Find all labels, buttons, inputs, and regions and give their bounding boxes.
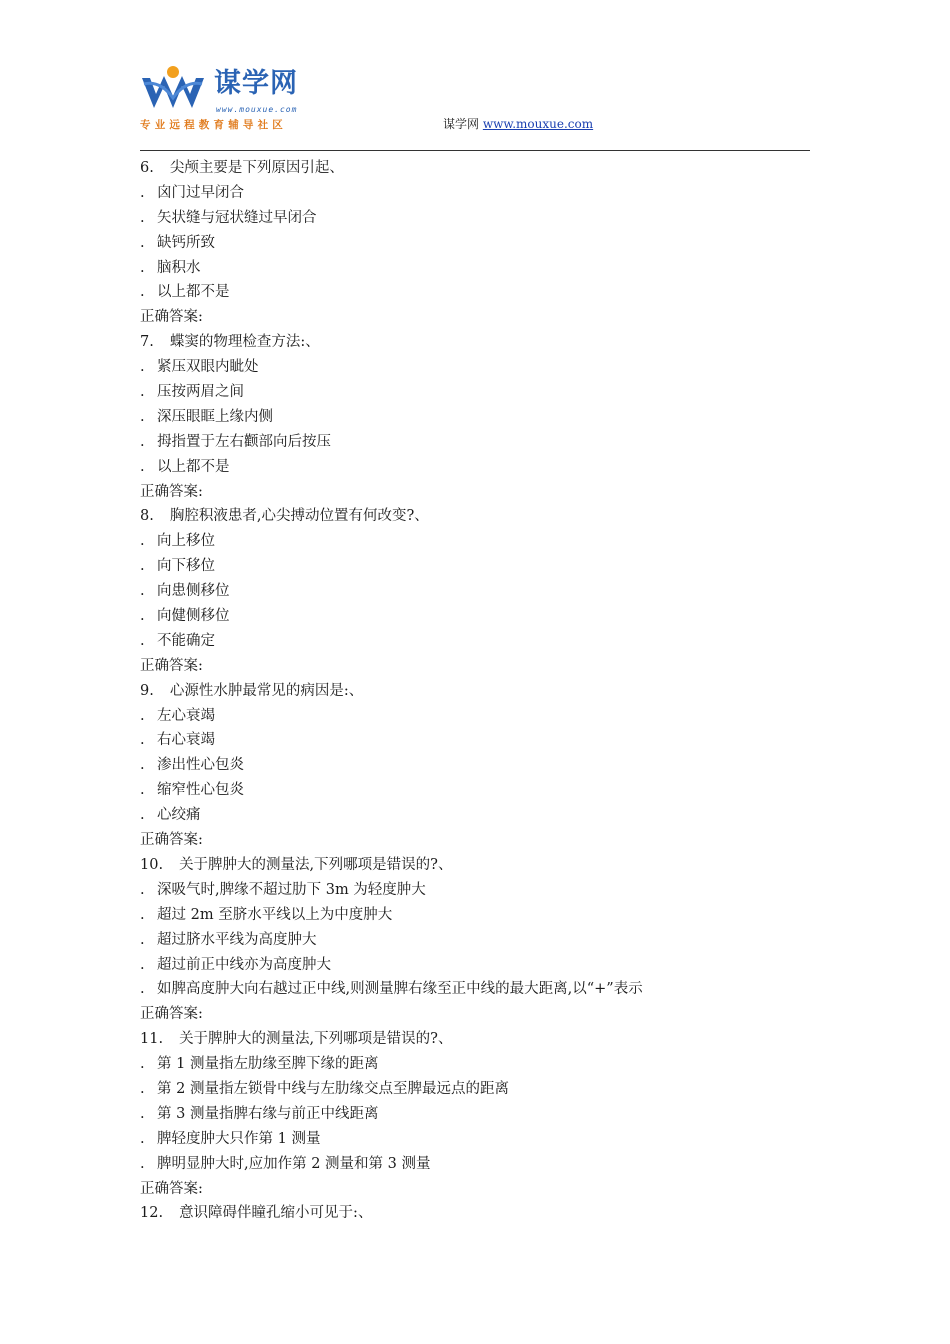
question-number: 8. (140, 508, 154, 525)
option-text: 超过前正中线亦为高度肿大 (157, 956, 331, 973)
question-text: 胸腔积液患者,心尖搏动位置有何改变?、 (169, 508, 429, 525)
site-logo[interactable] (140, 64, 330, 136)
answer-option[interactable] (140, 878, 820, 903)
option-bullet: . (140, 956, 145, 973)
option-bullet: . (140, 732, 145, 749)
option-text: 左心衰竭 (157, 707, 215, 724)
question-number: 12. (140, 1205, 164, 1222)
answer-option[interactable] (140, 704, 820, 729)
answer-option[interactable] (140, 928, 820, 953)
option-text: 紧压双眼内眦处 (157, 359, 259, 376)
option-text: 缺钙所致 (157, 234, 215, 251)
option-text: 第 3 测量指脾右缘与前正中线距离 (157, 1105, 379, 1122)
option-text: 不能确定 (157, 632, 215, 649)
option-bullet: . (140, 408, 145, 425)
option-bullet: . (140, 931, 145, 948)
option-text: 脾轻度肿大只作第 1 测量 (157, 1130, 321, 1147)
answer-option[interactable] (140, 529, 820, 554)
question-title (140, 156, 820, 181)
option-text: 深吸气时,脾缘不超过肋下 3m 为轻度肿大 (157, 881, 426, 898)
question-title (140, 1201, 820, 1226)
answer-option[interactable] (140, 380, 820, 405)
answer-option[interactable] (140, 206, 820, 231)
option-bullet: . (140, 359, 145, 376)
option-bullet: . (140, 1130, 145, 1147)
option-bullet: . (140, 707, 145, 724)
question-title (140, 853, 820, 878)
option-bullet: . (140, 1080, 145, 1097)
answer-option[interactable] (140, 430, 820, 455)
site-name: 谋学网 (443, 117, 480, 131)
question-title (140, 504, 820, 529)
option-text: 如脾高度肿大向右越过正中线,则测量脾右缘至正中线的最大距离,以“+”表示 (157, 981, 643, 998)
site-link[interactable]: www.mouxue.com (482, 117, 594, 131)
option-bullet: . (140, 259, 145, 276)
option-text: 向患侧移位 (157, 583, 230, 600)
option-text: 矢状缝与冠状缝过早闭合 (157, 209, 317, 226)
question-list (140, 156, 820, 1226)
answer-option[interactable] (140, 455, 820, 480)
option-text: 向下移位 (157, 558, 215, 575)
question-text: 关于脾肿大的测量法,下列哪项是错误的?、 (179, 1031, 453, 1048)
option-text: 渗出性心包炎 (157, 757, 244, 774)
answer-option[interactable] (140, 753, 820, 778)
option-bullet: . (140, 1056, 145, 1073)
question-title (140, 1027, 820, 1052)
option-text: 右心衰竭 (157, 732, 215, 749)
option-text: 深压眼眶上缘内侧 (157, 408, 273, 425)
question-number: 11. (140, 1031, 164, 1048)
question-number: 10. (140, 856, 164, 873)
question-title (140, 330, 820, 355)
answer-option[interactable] (140, 256, 820, 281)
option-bullet: . (140, 807, 145, 824)
book-logo-icon (140, 64, 212, 116)
logo-url: www.mouxue.com (216, 105, 298, 114)
answer-option[interactable] (140, 1077, 820, 1102)
option-bullet: . (140, 384, 145, 401)
logo-tagline: 专业远程教育辅导社区 (140, 119, 287, 131)
option-text: 以上都不是 (157, 284, 230, 301)
option-text: 心绞痛 (157, 807, 201, 824)
option-text: 超过 2m 至脐水平线以上为中度肿大 (157, 906, 393, 923)
answer-option[interactable] (140, 1102, 820, 1127)
option-bullet: . (140, 433, 145, 450)
question-text: 心源性水肿最常见的病因是:、 (169, 682, 364, 699)
option-bullet: . (140, 558, 145, 575)
option-text: 缩窄性心包炎 (157, 782, 244, 799)
answer-option[interactable] (140, 803, 820, 828)
option-bullet: . (140, 881, 145, 898)
answer-option[interactable] (140, 903, 820, 928)
option-text: 脾明显肿大时,应加作第 2 测量和第 3 测量 (157, 1155, 431, 1172)
option-text: 囟门过早闭合 (157, 184, 244, 201)
answer-option[interactable] (140, 728, 820, 753)
answer-option[interactable] (140, 977, 820, 1002)
option-bullet: . (140, 209, 145, 226)
option-text: 以上都不是 (157, 458, 230, 475)
answer-option[interactable] (140, 953, 820, 978)
answer-option[interactable] (140, 579, 820, 604)
correct-answer-label: 正确答案: (140, 1180, 203, 1197)
logo-text: 谋学网 (214, 68, 298, 99)
question-number: 9. (140, 682, 154, 699)
option-text: 向上移位 (157, 533, 215, 550)
question-text: 尖颅主要是下列原因引起、 (169, 160, 344, 176)
correct-answer-label: 正确答案: (140, 832, 203, 849)
question-text: 蝶窦的物理检查方法:、 (169, 334, 320, 351)
answer-option[interactable] (140, 1127, 820, 1152)
page-header (140, 60, 810, 152)
option-bullet: . (140, 184, 145, 201)
option-bullet: . (140, 1105, 145, 1122)
option-text: 压按两眉之间 (157, 384, 244, 401)
question-title (140, 679, 820, 704)
correct-answer-label: 正确答案: (140, 483, 203, 500)
option-bullet: . (140, 234, 145, 251)
option-bullet: . (140, 284, 145, 301)
answer-option[interactable] (140, 629, 820, 654)
question-number: 7. (140, 334, 154, 351)
answer-option[interactable] (140, 231, 820, 256)
answer-option[interactable] (140, 604, 820, 629)
answer-option[interactable] (140, 1152, 820, 1177)
option-bullet: . (140, 583, 145, 600)
question-text: 关于脾肿大的测量法,下列哪项是错误的?、 (179, 856, 453, 873)
option-bullet: . (140, 608, 145, 625)
answer-option[interactable] (140, 355, 820, 380)
option-text: 脑积水 (157, 259, 201, 276)
correct-answer-label: 正确答案: (140, 309, 203, 326)
option-text: 超过脐水平线为高度肿大 (157, 931, 317, 948)
site-reference (443, 115, 593, 132)
option-text: 拇指置于左右颧部向后按压 (157, 433, 331, 450)
answer-option[interactable] (140, 778, 820, 803)
option-bullet: . (140, 981, 145, 998)
answer-option[interactable] (140, 405, 820, 430)
option-bullet: . (140, 533, 145, 550)
option-bullet: . (140, 757, 145, 774)
option-text: 向健侧移位 (157, 608, 230, 625)
option-bullet: . (140, 632, 145, 649)
correct-answer-label: 正确答案: (140, 1006, 203, 1023)
question-number: 6. (140, 160, 154, 176)
answer-option[interactable] (140, 280, 820, 305)
option-bullet: . (140, 782, 145, 799)
option-text: 第 1 测量指左肋缘至脾下缘的距离 (157, 1056, 379, 1073)
answer-option[interactable] (140, 554, 820, 579)
option-bullet: . (140, 1155, 145, 1172)
answer-option[interactable] (140, 1052, 820, 1077)
question-text: 意识障碍伴瞳孔缩小可见于:、 (179, 1205, 373, 1222)
option-bullet: . (140, 906, 145, 923)
answer-option[interactable] (140, 181, 820, 206)
correct-answer-label: 正确答案: (140, 657, 203, 674)
option-text: 第 2 测量指左锁骨中线与左肋缘交点至脾最远点的距离 (157, 1080, 509, 1097)
header-divider (140, 150, 810, 151)
option-bullet: . (140, 458, 145, 475)
